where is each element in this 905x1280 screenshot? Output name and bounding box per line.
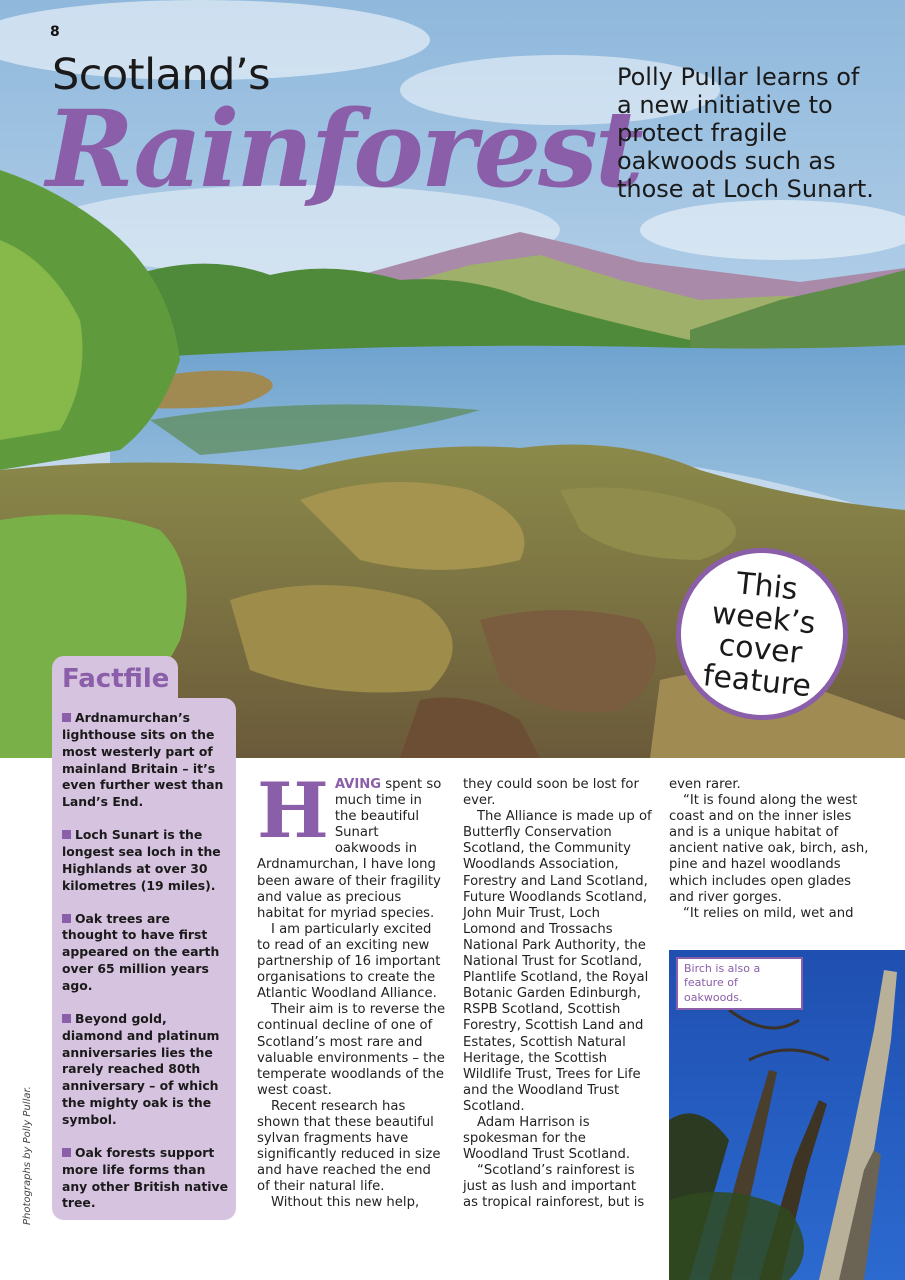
article-paragraph: I am particularly excited to read of an exciting new partnership of 16 important organisations to create the Atlantic Woodland Alliance. <box>257 921 441 1002</box>
fact-item: Ardnamurchan’s lighthouse sits on the most westerly part of mainland Britain – it’s even further west than Land’s End. <box>62 710 224 810</box>
article-paragraph: even rarer. <box>669 777 741 792</box>
article-paragraph: HAVING spent so much time in the beautiful Sunart oakwoods in Ardnamurchan, I have long been aware of their fragility and value as precious habitat for myriad species. <box>257 766 442 921</box>
article-column-3 <box>669 777 869 922</box>
factfile-box <box>52 698 236 1220</box>
article-paragraph: Without this new help, <box>271 1195 420 1211</box>
page-number: 8 <box>50 24 60 40</box>
title-line1: Scotland’s <box>52 50 271 100</box>
bullet-square-icon <box>62 914 71 923</box>
article-paragraph: “It is found along the west coast and on the inner isles and is a unique habitat of ancient native oak, birch, ash, pine and hazel woodlands which includes open glades and river gorges. <box>669 793 869 905</box>
birch-caption: Birch is also a feature of oakwoods. <box>676 957 803 1010</box>
cover-feature-text: This week’s cover feature <box>701 566 818 704</box>
article-paragraph: Their aim is to reverse the continual decline of one of Scotland’s most rare and valuable environments – the temperate woodlands of the west coast. <box>257 1002 446 1098</box>
fact-item: Oak trees are thought to have first appeared on the earth over 65 million years ago. <box>62 910 220 994</box>
article-column-2 <box>463 777 653 1212</box>
title-line2: Rainforest <box>46 86 641 211</box>
article-paragraph: “It relies on mild, wet and <box>683 905 854 921</box>
article-column-1 <box>257 766 447 1212</box>
drop-cap: H <box>257 766 329 855</box>
bullet-square-icon <box>62 1148 71 1157</box>
lead-caps: AVING <box>334 777 382 792</box>
article-paragraph: “Scotland’s rainforest is just as lush and important as tropical rainforest, but is <box>463 1163 645 1211</box>
fact-item: Loch Sunart is the longest sea loch in the Highlands at over 30 kilometres (19 miles). <box>62 827 221 893</box>
bullet-square-icon <box>62 1014 71 1023</box>
article-paragraph: they could soon be lost for ever. <box>463 777 639 809</box>
factfile-title: Factfile <box>62 664 170 694</box>
photo-credit: Photographs by Polly Pullar. <box>22 1086 33 1225</box>
article-paragraph: The Alliance is made up of Butterfly Conservation Scotland, the Community Woodlands Association, Forestry and Land Scotland, Future Woodlands Scotland, John Muir Trust, Loch Lomond and Trossachs National Park Authority, the National Trust for Scotland, Plantlife Scotland, the Royal Botanic Garden Edinburgh, RSPB Scotland, Scottish Forestry, Scottish Land and Estates, Scottish Natural Heritage, the Scottish Wildlife Trust, Trees for Life and the Woodland Trust Scotland. <box>463 809 652 1114</box>
standfirst: Polly Pullar learns of a new initiative to protect fragile oakwoods such as those at Loch Sunart. <box>617 63 874 204</box>
fact-item: Beyond gold, diamond and platinum anniversaries lies the rarely reached 80th anniversary – of which the mighty oak is the symbol. <box>62 1010 220 1128</box>
bullet-square-icon <box>62 830 71 839</box>
article-paragraph: Adam Harrison is spokesman for the Woodland Trust Scotland. <box>463 1114 631 1163</box>
article-paragraph: Recent research has shown that these beautiful sylvan fragments have significantly reduced in size and have reached the end of their natural life. <box>257 1098 441 1195</box>
fact-item: Oak forests support more life forms than any other British native tree. <box>62 1144 228 1211</box>
bullet-square-icon <box>62 713 71 722</box>
